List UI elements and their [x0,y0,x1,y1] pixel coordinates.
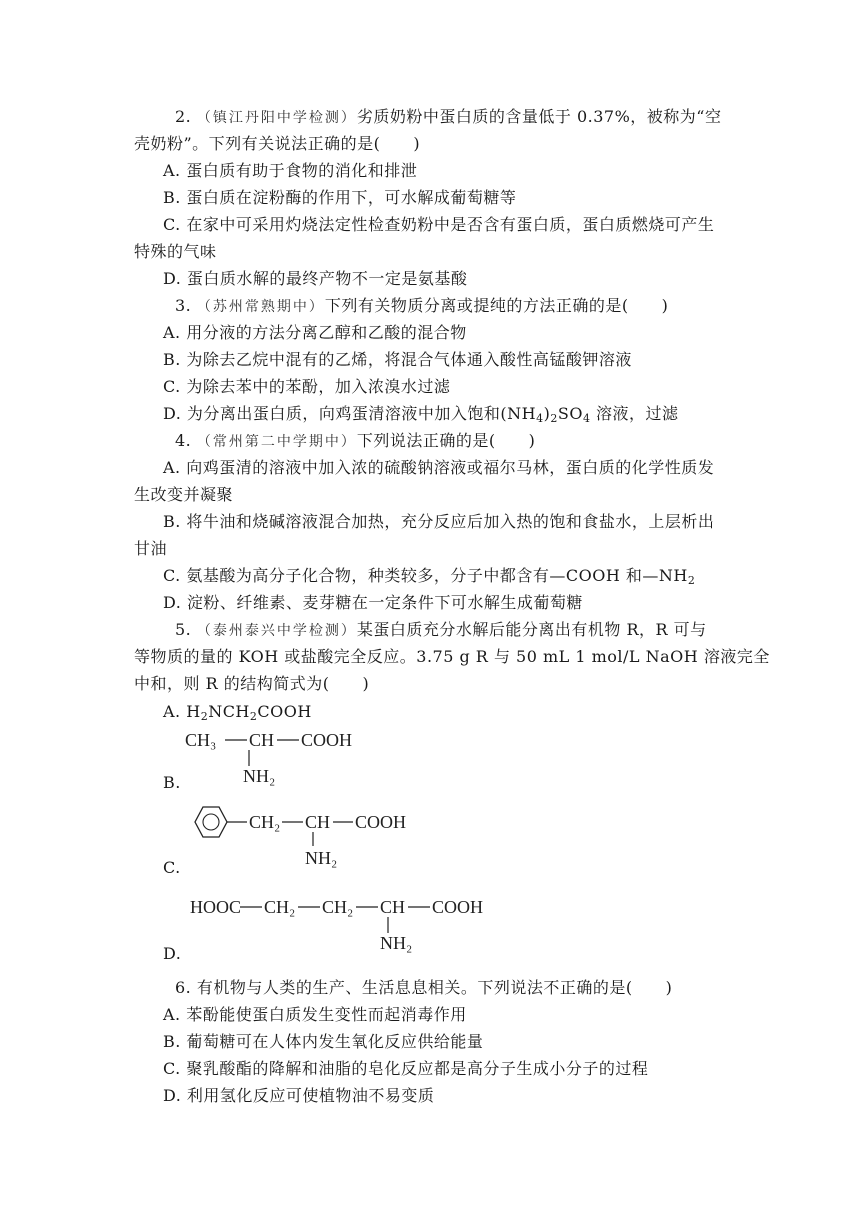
q5-option-b-label: B. [163,773,181,792]
q4-number: 4. [175,431,192,450]
q4-stem-text: 下列说法正确的是( ) [356,431,536,450]
q2-number: 2. [175,107,192,126]
q4-option-a-line-1: A. 向鸡蛋清的溶液中加入浓的硫酸钠溶液或福尔马林，蛋白质的化学性质发 [163,458,715,477]
q4-option-b-line-1: B. 将牛油和烧碱溶液混合加热，充分反应后加入热的饱和食盐水，上层析出 [163,512,715,531]
q5-option-c-structure [185,800,425,874]
q3-source: （苏州常熟期中） [196,299,325,315]
q6-option-c: C. 聚乳酸酯的降解和油脂的皂化反应都是高分子生成小分子的过程 [163,1059,649,1078]
q6-option-b: B. 葡萄糖可在人体内发生氧化反应供给能量 [163,1032,484,1051]
q3-option-b: B. 为除去乙烷中混有的乙烯，将混合气体通入酸性高锰酸钾溶液 [163,350,632,369]
q2-stem-text: 劣质奶粉中蛋白质的含量低于 0.37%，被称为“空 [356,107,722,126]
q5-stem-line-1 [175,619,755,642]
q3-option-c: C. 为除去苯中的苯酚，加入浓溴水过滤 [163,377,451,396]
q2-option-d: D. 蛋白质水解的最终产物不一定是氨基酸 [163,269,468,288]
q2-source: （镇江丹阳中学检测） [196,110,357,126]
q5-option-a: A. $H_2NCH_2COOH$ [163,702,312,723]
q4-source: （常州第二中学期中） [196,434,357,450]
c-nh2: NH₂ [305,848,338,868]
q5-stem-line-3: 中和，则 R 的结构简式为( ) [134,674,370,693]
q5-option-b-structure [185,726,365,792]
c-cooh: COOH [355,812,407,832]
q3-number: 3. [175,296,192,315]
benzene-circle [203,814,219,830]
q4-option-c: C. 氨基酸为高分子化合物，种类较多，分子中都含有—COOH 和$—NH_2$ [163,566,696,587]
c-ch: CH [305,812,331,832]
q6-stem: 6. 有机物与人类的生产、生活息息相关。下列说法不正确的是( ) [175,978,673,997]
q2-option-b: B. 蛋白质在淀粉酶的作用下，可水解成葡萄糖等 [163,188,517,207]
q5-option-d-label: D. [163,944,182,963]
q2-stem-line-2: 壳奶粉”。下列有关说法正确的是( ) [134,134,421,153]
q4-option-b-line-2: 甘油 [134,539,168,558]
d-ch2-b: CH₂ [322,897,354,917]
q3-stem-text: 下列有关物质分离或提纯的方法正确的是( ) [324,296,669,315]
benzene-ring-icon [195,807,227,837]
b-cooh: COOH [301,730,353,750]
q4-option-d: D. 淀粉、纤维素、麦芽糖在一定条件下可水解生成葡萄糖 [163,593,583,612]
q4-stem [175,430,755,453]
q5-option-c-label: C. [163,858,181,877]
q5-source: （泰州泰兴中学检测） [196,623,357,639]
b-ch: CH [249,730,275,750]
q3-stem [175,295,755,318]
q5-stem-line-2: 等物质的量的 KOH 或盐酸完全反应。3.75 g R 与 50 mL 1 mol/L NaOH 溶液完全 [134,647,770,666]
d-cooh: COOH [432,897,484,917]
q4-option-a-line-2: 生改变并凝聚 [134,485,234,504]
d-hooc: HOOC [190,897,242,917]
q6-option-d: D. 利用氢化反应可使植物油不易变质 [163,1086,435,1105]
q5-stem-text: 某蛋白质充分水解后能分离出有机物 R，R 可与 [356,620,707,639]
d-ch2-a: CH₂ [264,897,296,917]
d-nh2: NH₂ [380,933,413,953]
q2-option-c-line-2: 特殊的气味 [134,242,217,261]
d-ch: CH [380,897,406,917]
q5-number: 5. [175,620,192,639]
b-ch3: CH₃ [185,730,217,750]
q5-option-d-structure [190,893,500,959]
q2-option-c-line-1: C. 在家中可采用灼烧法定性检查奶粉中是否含有蛋白质，蛋白质燃烧可产生 [163,215,715,234]
q2-option-a: A. 蛋白质有助于食物的消化和排泄 [163,161,418,180]
q2-stem-line-1 [175,106,755,129]
q6-option-a: A. 苯酚能使蛋白质发生变性而起消毒作用 [163,1005,467,1024]
b-nh2: NH₂ [243,766,276,786]
q3-option-d: D. 为分离出蛋白质，向鸡蛋清溶液中加入饱和$(NH_4)_2SO_4$ 溶液，过滤 [163,404,679,425]
c-ch2: CH₂ [249,812,281,832]
q3-option-a: A. 用分液的方法分离乙醇和乙酸的混合物 [163,323,467,342]
